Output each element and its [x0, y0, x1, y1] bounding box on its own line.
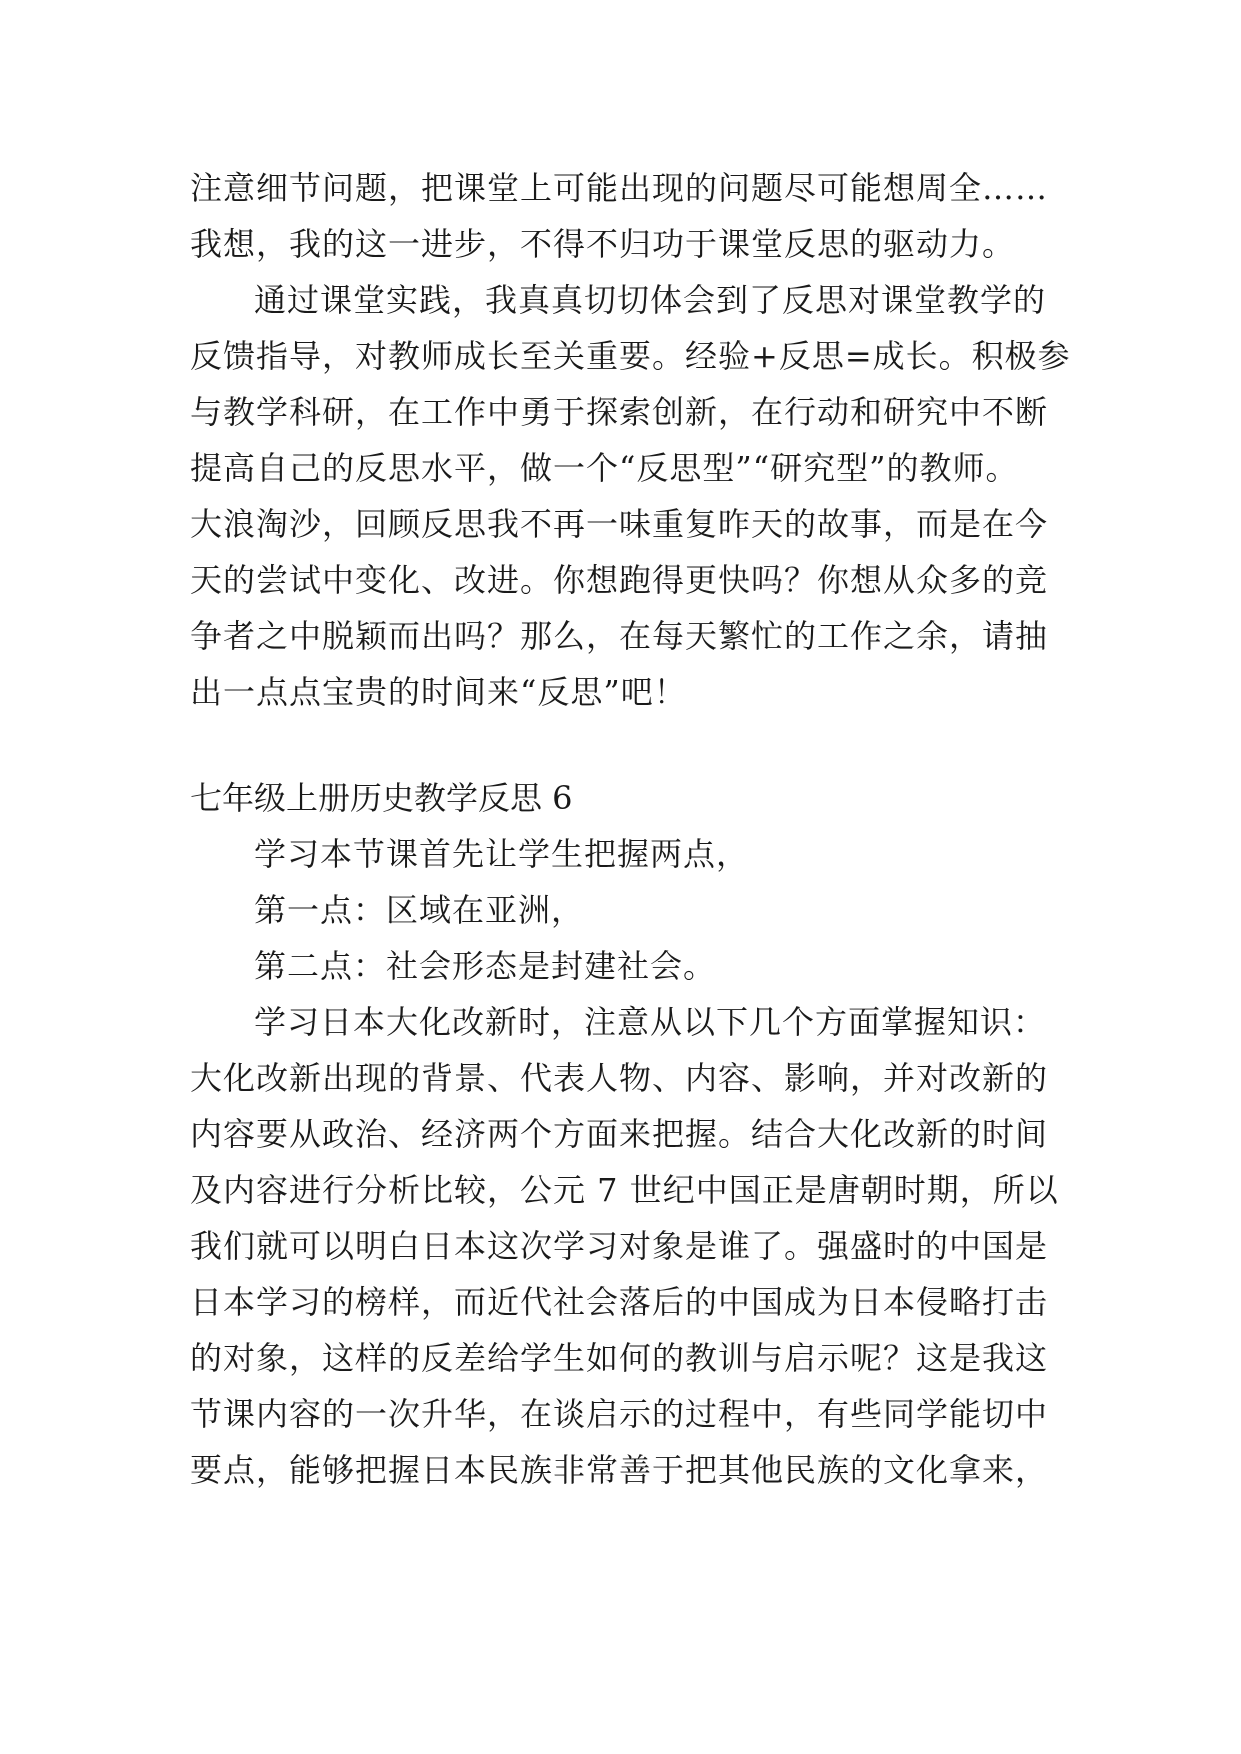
text-line: 我们就可以明白日本这次学习对象是谁了。强盛时的中国是: [190, 1227, 1049, 1265]
paragraph-start-line: 通过课堂实践，我真真切切体会到了反思对课堂教学的: [254, 281, 1047, 319]
paragraph-start-line: 学习日本大化改新时，注意从以下几个方面掌握知识：: [254, 1003, 1047, 1041]
document-body: [190, 160, 1071, 1498]
text-line: 天的尝试中变化、改进。你想跑得更快吗？你想从众多的竞: [190, 561, 1049, 599]
text-line: 我想，我的这一进步，不得不归功于课堂反思的驱动力。: [190, 225, 1016, 263]
text-line: 及内容进行分析比较，公元 7 世纪中国正是唐朝时期，所以: [190, 1171, 1059, 1209]
text-line: 节课内容的一次升华，在谈启示的过程中，有些同学能切中: [190, 1395, 1049, 1433]
text-line: 日本学习的榜样，而近代社会落后的中国成为日本侵略打击: [190, 1283, 1049, 1321]
paragraph-start-line: 第一点：区域在亚洲，: [254, 891, 585, 929]
text-line: 提高自己的反思水平，做一个“反思型”“研究型”的教师。: [190, 449, 1019, 487]
text-line: 争者之中脱颖而出吗？那么，在每天繁忙的工作之余，请抽: [190, 617, 1049, 655]
text-line: 大浪淘沙，回顾反思我不再一味重复昨天的故事，而是在今: [190, 505, 1049, 543]
text-line: 反馈指导，对教师成长至关重要。经验+反思=成长。积极参: [190, 337, 1071, 375]
section-heading: 七年级上册历史教学反思 6: [190, 779, 573, 817]
text-line: 大化改新出现的背景、代表人物、内容、影响，并对改新的: [190, 1059, 1049, 1097]
text-line: 要点，能够把握日本民族非常善于把其他民族的文化拿来，: [190, 1451, 1049, 1489]
text-line: 与教学科研，在工作中勇于探索创新，在行动和研究中不断: [190, 393, 1049, 431]
text-line: 注意细节问题，把课堂上可能出现的问题尽可能想周全……: [190, 169, 1049, 207]
text-line: 出一点点宝贵的时间来“反思”吧！: [190, 673, 687, 711]
paragraph-start-line: 第二点：社会形态是封建社会。: [254, 947, 717, 985]
section-gap: [190, 720, 1060, 770]
text-line: 内容要从政治、经济两个方面来把握。结合大化改新的时间: [190, 1115, 1049, 1153]
paragraph-start-line: 学习本节课首先让学生把握两点，: [254, 835, 750, 873]
text-line: 的对象，这样的反差给学生如何的教训与启示呢？这是我这: [190, 1339, 1049, 1377]
